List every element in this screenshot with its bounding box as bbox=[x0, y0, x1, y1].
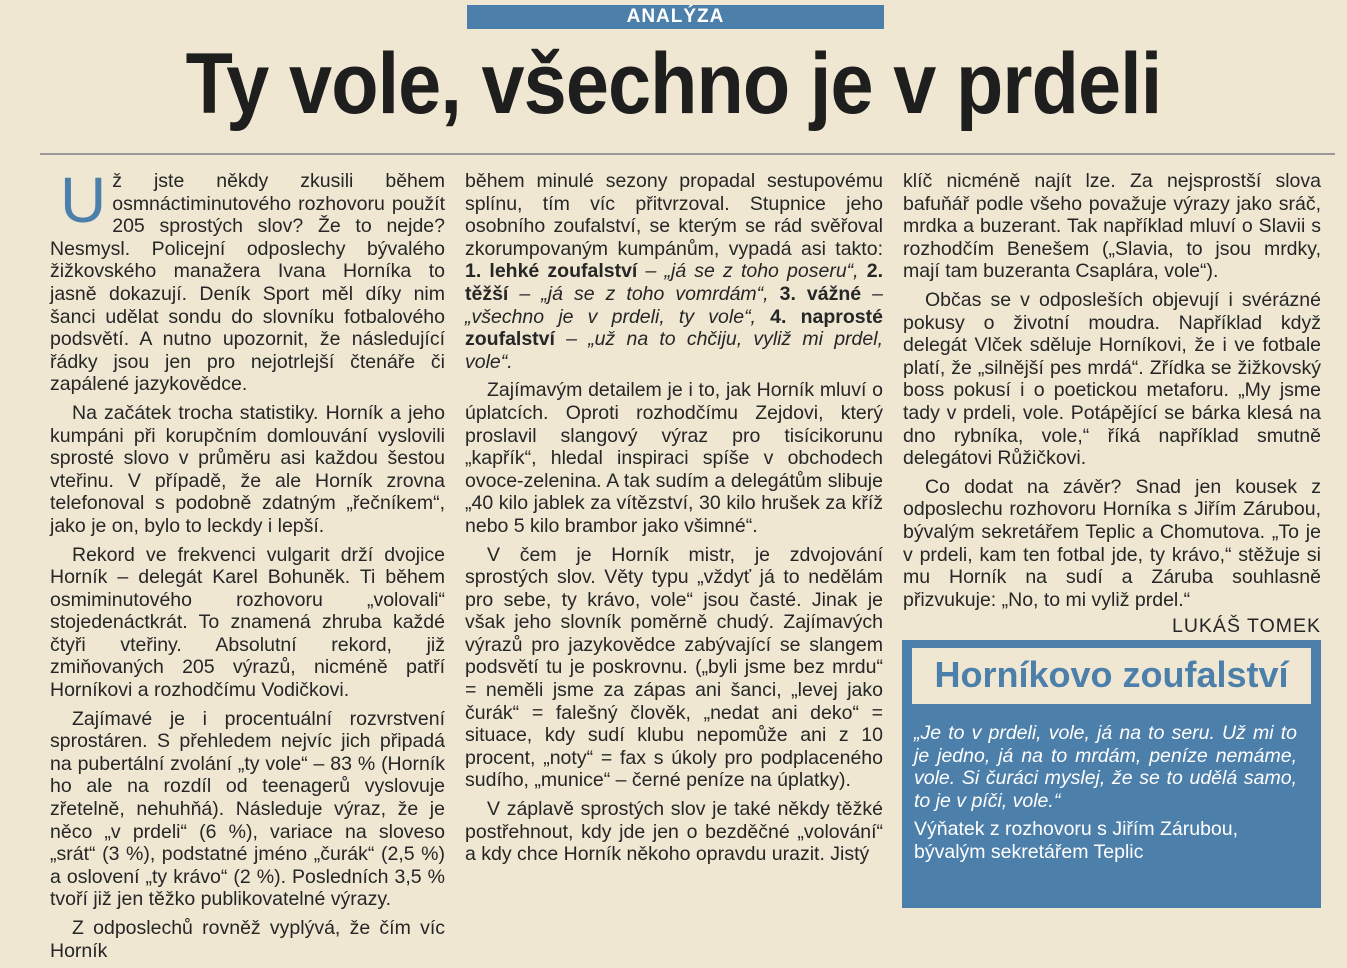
quote: – „už na to chčiju, vyliž mi prdel, vole“. bbox=[465, 328, 883, 373]
sidebar-box bbox=[902, 640, 1321, 908]
paragraph: Zajímavé je i procentuální rozvrstvení sprostáren. S přehledem nejvíc jich připadá na pubertální zvolání „ty vole“ – 83 % (Horník ho ale na rozdíl od teenagerů vyslovuje zřetelně, nehuhňá). Následuje výraz, že je něco „v prdeli“ (6 %), variace na sloveso „srát“ (3 %), podstatné jméno „čurák“ (2,5 %) a oslovení „ty krávo“ (2 %). Posledních 3,5 % tvoří již jen těžko publikovatelné výrazy. bbox=[50, 707, 445, 911]
section-tag: ANALÝZA bbox=[467, 5, 884, 29]
headline: Ty vole, všechno je v prdeli bbox=[185, 36, 1162, 132]
author-byline: LUKÁŠ TOMEK bbox=[1172, 615, 1321, 638]
scale-level-1: 1. lehké zoufalství bbox=[465, 260, 638, 283]
paragraph: klíč nicméně najít lze. Za nejsprostší slova bafuňář podle všeho považuje výrazy jako sráč, mrdka a buzerant. Tak například mluví o Slavii s rozhodčím Benešem („Slavia, to jsou mrdky, mají tam buzeranta Csaplára, vole“). bbox=[903, 170, 1321, 283]
quote: – „všechno je v prdeli, ty vole“, bbox=[465, 282, 883, 328]
paragraph: Na začátek trocha statistiky. Horník a jeho kumpáni při korupčním domlouvání vyslovili sprosté slovo v průměru asi každou šestou vteřinu. V případě, že ale Horník zrovna telefonoval s podobně zdatným „řečníkem“, jako je on, bylo to leckdy i lepší. bbox=[50, 401, 445, 537]
scale-level-3: 3. vážné bbox=[779, 282, 862, 305]
paragraph: Rekord ve frekvenci vulgarit drží dvojice Horník – delegát Karel Bohuněk. Ti během osmiminutového rozhovoru „volovali“ stojedenáctkrát. To znamená zhruba každé čtyři vteřiny. Absolutní rekord, již zmiňovaných 205 výrazů, nicméně patří Horníkovi a rozhodčímu Vodičkovi. bbox=[50, 543, 445, 702]
quote: – „já se z toho poseru“, bbox=[637, 260, 867, 283]
paragraph: Co dodat na závěr? Snad jen kousek z odposlechu rozhovoru Horníka s Jiřím Zárubou, bývalým sekretářem Teplic a Chomutova. „To je v prdeli, kam ten fotbal jde, ty krávo,“ stěžuje si mu Horník na sudí a Záruba souhlasně přizvukuje: „No, to mi vyliž prdel.“ bbox=[903, 475, 1321, 611]
article-column-3 bbox=[903, 170, 1321, 638]
paragraph: Zajímavým detailem je i to, jak Horník mluví o úplatcích. Oproti rozhodčímu Zejdovi, který proslavil slangový výraz pro tisícikorunu „kapřík“, hledal inspiraci spíše v obchodech ovoce-zelenina. A tak sudím a delegátům slibuje „40 kilo jablek za vítězství, 30 kilo hrušek za kříž nebo 5 kilo brambor jako všimné“. bbox=[465, 379, 883, 537]
sidebar-title: Horníkovo zoufalství bbox=[912, 648, 1311, 704]
sidebar-source: Výňatek z rozhovoru s Jiřím Zárubou, bývalým sekretářem Teplic bbox=[914, 818, 1239, 863]
sidebar-quote: „Je to v prdeli, vole, já na to seru. Už mi to je jedno, já na to mrdám, peníze nemáme, vole. Si čuráci myslej, že se to udělá samo, to je v píči, vole.“ bbox=[914, 722, 1297, 812]
paragraph-text: ž jste někdy zkusili během osmnáctiminutového rozhovoru použít 205 sprostých slov? Že to nejde? Nesmysl. Policejní odposlechy bývalého žižkovského manažera Ivana Horníka to jasně dokazují. Deník Sport měl díky nim šanci udělat sondu do slovníku fotbalového podsvětí. A nutno upozornit, že následující řádky jsou jen pro nejotrlejší čtenáře či zapálené jazykovědce. bbox=[50, 170, 445, 396]
paragraph bbox=[50, 164, 445, 396]
paragraph-text: během minulé sezony propadal sestupovému splínu, tím víc přitvrzoval. Stupnice jeho osobního zoufalství, se kterým se rád svěřoval zkorumpovaným kumpánům, vypadá asi takto: bbox=[465, 170, 883, 260]
quote: – „já se z toho vomrdám“, bbox=[508, 282, 780, 305]
paragraph bbox=[465, 170, 883, 373]
paragraph: V čem je Horník mistr, je zdvojování sprostých slov. Věty typu „vždyť já to nedělám pro sebe, ty krávo, vole“ jsou časté. Jinak je však jeho slovník poměrně chudý. Zajímavých výrazů pro jazykovědce zabývající se slangem podsvětí tu je poskrovnu. („byli jsme bez mrdu“ = neměli jsme za zápas ani šanci, „levej jako čurák“ = falešný člověk, „nedat ani deko“ = situace, kdy sudí klubu nepomůže ani z 10 procent, „noty“ = fax s úkoly pro podplaceného sudího, „munice“ – černé peníze na úplatky). bbox=[465, 543, 883, 792]
scale-level-2: 2. těžší bbox=[465, 260, 883, 305]
paragraph: V záplavě sprostých slov je také někdy těžké postřehnout, kdy jde jen o bezděčné „volování“ a kdy chce Horník někoho opravdu urazit. Jistý bbox=[465, 798, 883, 866]
paragraph: Z odposlechů rovněž vyplývá, že čím víc Horník bbox=[50, 917, 445, 962]
scale-level-4: 4. naprosté zoufalství bbox=[465, 305, 883, 351]
headline-divider bbox=[40, 153, 1335, 155]
paragraph: Občas se v odposleších objevují i svérázné pokusy o životní moudra. Například když delegát Vlček sděluje Horníkovi, že i ve fotbale platí, že „silnější pes mrdá“. Zřídka se žižkovský boss pokusí i o poetickou metaforu. „My jsme tady v prdeli, vole. Potápějící se bárka klesá na dno rybníka, vole,“ říká například smutně delegátovi Růžičkovi. bbox=[903, 288, 1321, 470]
article-column-1 bbox=[50, 164, 445, 968]
article-column-2 bbox=[465, 170, 883, 872]
drop-cap: U bbox=[60, 164, 107, 236]
